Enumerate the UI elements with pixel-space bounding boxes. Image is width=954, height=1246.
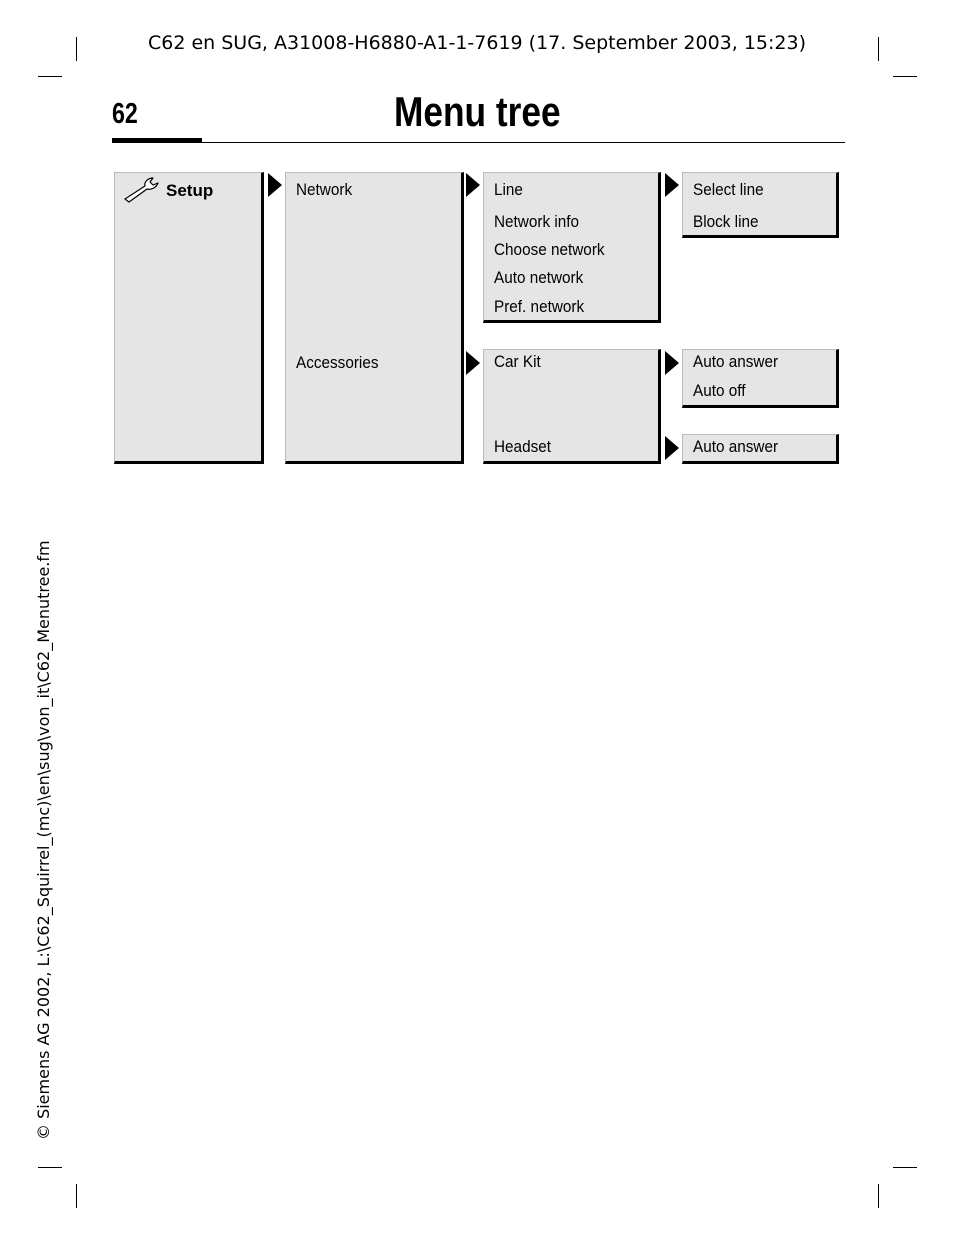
headset-submenu-box — [682, 434, 839, 464]
page-number: 62 — [112, 98, 138, 130]
page-title: Menu tree — [394, 88, 561, 135]
carkit-submenu-box — [682, 349, 839, 408]
crop-mark — [893, 1167, 917, 1168]
menu-item-headset: Headset — [494, 437, 551, 456]
arrow-right-icon — [466, 173, 480, 197]
title-rule — [112, 142, 845, 143]
line-submenu-box — [682, 172, 839, 238]
arrow-right-icon — [466, 351, 480, 375]
menu-item-network: Network — [296, 180, 353, 199]
crop-mark — [38, 76, 62, 77]
accessories-submenu-box — [483, 349, 661, 464]
menu-item-auto-answer: Auto answer — [693, 352, 779, 371]
network-submenu-box — [483, 172, 661, 323]
file-path-footer: © Siemens AG 2002, L:\C62_Squirrel_(mc)\en\sug\von_it\C62_Menutree.fm — [34, 540, 53, 1140]
menu-item-choose-network: Choose network — [494, 240, 605, 259]
menu-item-accessories: Accessories — [296, 353, 379, 372]
document-header: C62 en SUG, A31008-H6880-A1-1-7619 (17. September 2003, 15:23) — [147, 32, 806, 54]
crop-mark — [878, 1184, 879, 1208]
arrow-right-icon — [268, 173, 282, 197]
menu-item-line: Line — [494, 180, 523, 199]
setup-box — [114, 172, 264, 464]
arrow-right-icon — [665, 173, 679, 197]
menu-item-block-line: Block line — [693, 212, 759, 231]
crop-mark — [38, 1167, 62, 1168]
crop-mark — [893, 76, 917, 77]
menu-item-pref-network: Pref. network — [494, 297, 585, 316]
arrow-right-icon — [665, 436, 679, 460]
setup-label: Setup — [166, 181, 214, 200]
menu-item-network-info: Network info — [494, 212, 580, 231]
menu-item-auto-off: Auto off — [693, 381, 746, 400]
menu-item-headset-auto-answer: Auto answer — [693, 437, 779, 456]
menu-item-auto-network: Auto network — [494, 268, 584, 287]
menu-item-select-line: Select line — [693, 180, 764, 199]
arrow-right-icon — [665, 351, 679, 375]
crop-mark — [76, 1184, 77, 1208]
wrench-icon — [123, 177, 161, 208]
menu-item-car-kit: Car Kit — [494, 352, 541, 371]
level1-box — [285, 172, 464, 464]
